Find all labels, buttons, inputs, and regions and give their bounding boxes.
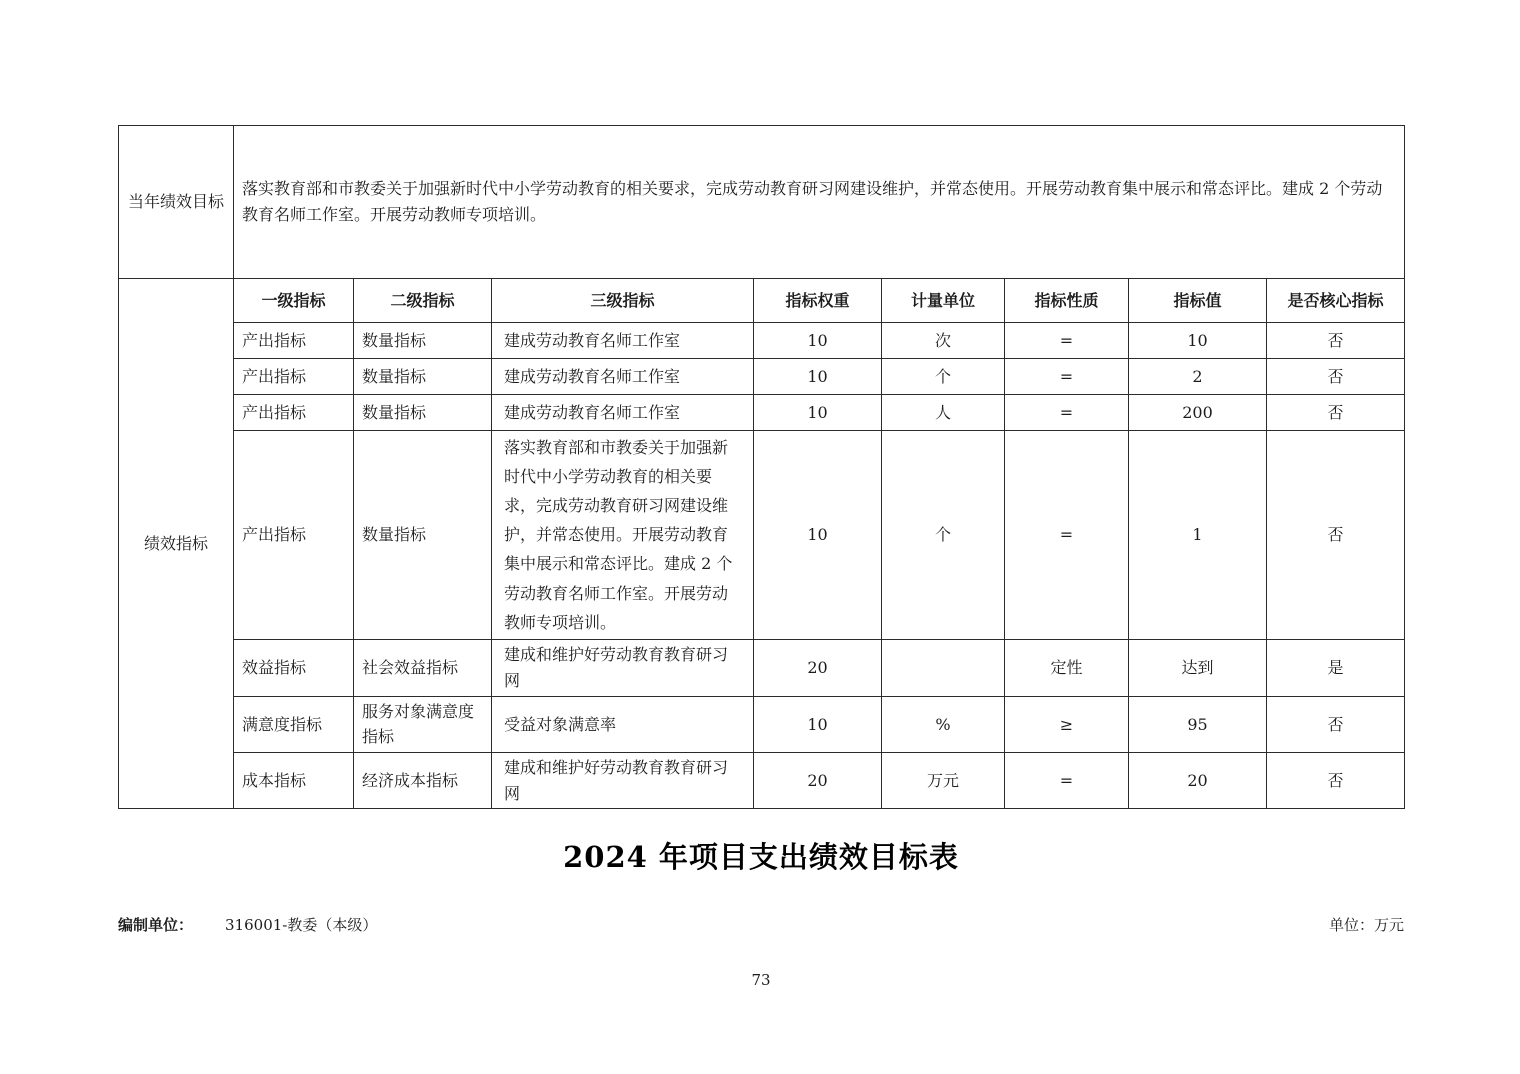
- table-cell: 10: [754, 323, 882, 359]
- annual-goal-text: 落实教育部和市教委关于加强新时代中小学劳动教育的相关要求，完成劳动教育研习网建设维护，并常态使用。开展劳动教育集中展示和常态评比。建成 2 个劳动教育名师工作室。开展劳动教师专项培训。: [234, 126, 1405, 279]
- table-cell: ≥: [1005, 696, 1129, 752]
- indicator-row: [119, 752, 1405, 808]
- table-cell: 建成劳动教育名师工作室: [492, 395, 754, 431]
- header-cell-col6: 指标值: [1129, 279, 1267, 323]
- table-cell: 建成劳动教育名师工作室: [492, 359, 754, 395]
- table-cell: 200: [1129, 395, 1267, 431]
- indicator-header-row: [119, 279, 1405, 323]
- table-cell: 成本指标: [234, 752, 354, 808]
- table-cell: 20: [754, 639, 882, 696]
- indicator-row: [119, 696, 1405, 752]
- table-cell: 次: [882, 323, 1005, 359]
- indicator-row: [119, 431, 1405, 640]
- table-cell: 1: [1129, 431, 1267, 640]
- table-cell: 数量指标: [354, 431, 492, 640]
- table-cell: 产出指标: [234, 359, 354, 395]
- table-cell: 数量指标: [354, 395, 492, 431]
- table-cell: 10: [754, 696, 882, 752]
- header-cell-col7: 是否核心指标: [1267, 279, 1405, 323]
- header-cell-col0: 一级指标: [234, 279, 354, 323]
- table-cell: 2: [1129, 359, 1267, 395]
- indicator-row: [119, 359, 1405, 395]
- table-cell: 否: [1267, 323, 1405, 359]
- table-cell: 10: [754, 431, 882, 640]
- table-cell: 人: [882, 395, 1005, 431]
- meta-row: [118, 914, 1404, 935]
- indicator-table: [118, 125, 1405, 809]
- table-cell: 受益对象满意率: [492, 696, 754, 752]
- table-cell: 个: [882, 359, 1005, 395]
- table-cell: 社会效益指标: [354, 639, 492, 696]
- table-cell: 落实教育部和市教委关于加强新时代中小学劳动教育的相关要求，完成劳动教育研习网建设维护，并常态使用。开展劳动教育集中展示和常态评比。建成 2 个劳动教育名师工作室。开展劳动教师专项培训。: [492, 431, 754, 640]
- table-cell: 95: [1129, 696, 1267, 752]
- annual-goal-row: [119, 126, 1405, 279]
- table-cell: =: [1005, 431, 1129, 640]
- unit-label: 单位：万元: [1328, 916, 1404, 935]
- table-cell: 20: [1129, 752, 1267, 808]
- table-cell: 10: [754, 395, 882, 431]
- prepared-by-label: 编制单位：: [118, 916, 194, 935]
- table-cell: 万元: [882, 752, 1005, 808]
- table-cell: 否: [1267, 359, 1405, 395]
- header-cell-col5: 指标性质: [1005, 279, 1129, 323]
- table-cell: 建成和维护好劳动教育教育研习网: [492, 639, 754, 696]
- table-cell: 10: [754, 359, 882, 395]
- table-cell: 否: [1267, 431, 1405, 640]
- table-cell: 建成和维护好劳动教育教育研习网: [492, 752, 754, 808]
- table-cell: 否: [1267, 752, 1405, 808]
- document-title: 2024 年项目支出绩效目标表: [563, 840, 959, 875]
- table-cell: [882, 639, 1005, 696]
- table-cell: 否: [1267, 395, 1405, 431]
- table-cell: 数量指标: [354, 359, 492, 395]
- table-cell: 个: [882, 431, 1005, 640]
- table-cell: 20: [754, 752, 882, 808]
- prepared-by: [118, 914, 377, 935]
- annual-goal-label: 当年绩效目标: [119, 126, 234, 279]
- indicator-row: [119, 639, 1405, 696]
- performance-indicator-label: 绩效指标: [119, 279, 234, 809]
- table-cell: 是: [1267, 639, 1405, 696]
- table-cell: 服务对象满意度指标: [354, 696, 492, 752]
- table-cell: =: [1005, 359, 1129, 395]
- table-cell: 达到: [1129, 639, 1267, 696]
- table-cell: %: [882, 696, 1005, 752]
- table-cell: 产出指标: [234, 395, 354, 431]
- table-cell: 否: [1267, 696, 1405, 752]
- table-cell: 建成劳动教育名师工作室: [492, 323, 754, 359]
- indicator-row: [119, 323, 1405, 359]
- table-cell: 满意度指标: [234, 696, 354, 752]
- table-cell: =: [1005, 752, 1129, 808]
- table-cell: 数量指标: [354, 323, 492, 359]
- indicator-row: [119, 395, 1405, 431]
- header-cell-col3: 指标权重: [754, 279, 882, 323]
- table-cell: 10: [1129, 323, 1267, 359]
- table-cell: 效益指标: [234, 639, 354, 696]
- header-cell-col1: 二级指标: [354, 279, 492, 323]
- table-cell: =: [1005, 323, 1129, 359]
- header-cell-col2: 三级指标: [492, 279, 754, 323]
- header-cell-col4: 计量单位: [882, 279, 1005, 323]
- table-cell: 经济成本指标: [354, 752, 492, 808]
- page-number: 73: [751, 971, 771, 990]
- prepared-by-value: 316001-教委（本级）: [225, 916, 378, 935]
- table-cell: 产出指标: [234, 431, 354, 640]
- table-cell: 产出指标: [234, 323, 354, 359]
- table-cell: 定性: [1005, 639, 1129, 696]
- table-cell: =: [1005, 395, 1129, 431]
